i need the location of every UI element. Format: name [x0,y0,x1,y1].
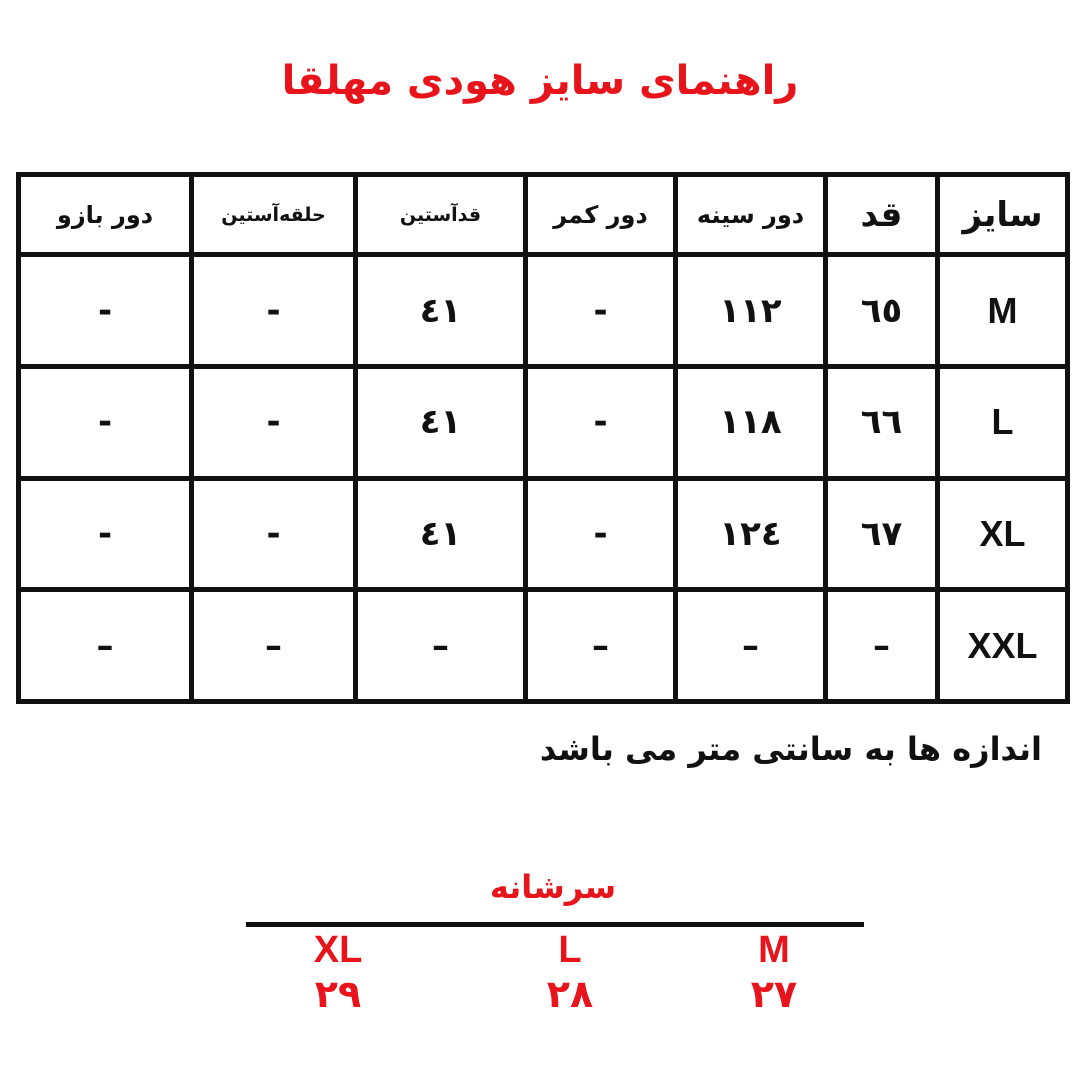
cell-sleeve-length: – [356,590,526,702]
cell-chest: ١١٨ [676,367,826,479]
page-title: راهنمای سایز هودی مهلقا [281,58,799,104]
cell-sleeve-length: ٤١ [356,367,526,479]
shoulder-size-value: ٢٩ [314,972,362,1016]
cell-sleeve-ring: - [192,478,356,590]
cell-height: ٦٥ [826,255,938,367]
header-sleeve-ring: حلقه‌آستین [192,175,356,255]
shoulder-size-label: XL [313,929,363,971]
cell-chest: ١٢٤ [676,478,826,590]
cell-sleeve-ring: - [192,367,356,479]
cell-chest: – [676,590,826,702]
header-height: قد [826,175,938,255]
cell-height: ٦٦ [826,367,938,479]
cell-arm: - [19,255,192,367]
cell-size: XL [938,478,1068,590]
shoulder-title: سرشانه [489,868,617,906]
cell-sleeve-length: ٤١ [356,478,526,590]
shoulder-divider [246,922,864,927]
shoulder-size-value: ٢٧ [750,972,798,1016]
header-arm: دور بازو [19,175,192,255]
header-chest: دور سینه [676,175,826,255]
table-row [19,367,1068,479]
shoulder-item-l [510,928,630,1016]
header-sleeve-length: قدآستین [356,175,526,255]
table-row [19,478,1068,590]
shoulder-size-value: ٢٨ [546,972,594,1016]
shoulder-item-m [714,928,834,1016]
cell-waist: - [526,255,676,367]
cell-waist: - [526,478,676,590]
cell-chest: ١١٢ [676,255,826,367]
cell-arm: – [19,590,192,702]
table-row [19,255,1068,367]
shoulder-size-label: M [758,929,790,971]
cell-waist: - [526,367,676,479]
table-row [19,590,1068,702]
size-table [16,172,1070,704]
cell-sleeve-ring: - [192,255,356,367]
header-waist: دور کمر [526,175,676,255]
shoulder-item-xl [278,928,398,1016]
cell-arm: - [19,478,192,590]
cell-size: M [938,255,1068,367]
table-header-row [19,175,1068,255]
units-note: اندازه ها به سانتی متر می باشد [539,730,1042,768]
cell-waist: – [526,590,676,702]
header-size: سایز [938,175,1068,255]
cell-sleeve-ring: – [192,590,356,702]
cell-size: L [938,367,1068,479]
cell-height: ٦٧ [826,478,938,590]
cell-size: XXL [938,590,1068,702]
cell-sleeve-length: ٤١ [356,255,526,367]
cell-height: – [826,590,938,702]
shoulder-size-label: L [558,929,582,971]
cell-arm: - [19,367,192,479]
